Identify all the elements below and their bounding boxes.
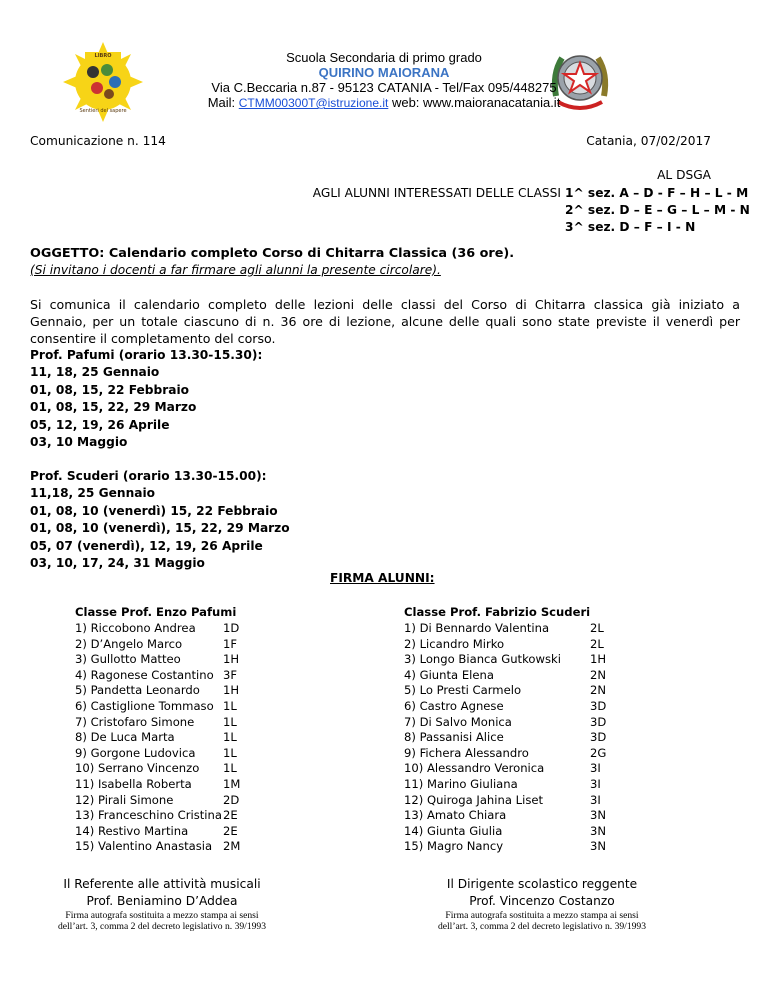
student-class: 1D [223, 621, 240, 635]
student-name: 1) Riccobono Andrea [75, 621, 196, 635]
student-class: 3N [590, 808, 607, 823]
student-name: 2) Licandro Mirko [404, 636, 505, 651]
schedule-date-line: 05, 07 (venerdì), 12, 19, 26 Aprile [30, 538, 263, 553]
student-class: 2E [223, 808, 238, 823]
student-name: 14) Restivo Martina [75, 823, 189, 838]
student-class: 3D [590, 714, 607, 729]
email-link[interactable]: CTMM00300T@istruzione.it [238, 96, 389, 110]
student-class: 2N [590, 683, 607, 698]
schedule-pafumi-heading: Prof. Pafumi (orario 13.30-15.30): [30, 348, 263, 362]
schedule-date-line: 01, 08, 15, 22, 29 Marzo [30, 400, 197, 414]
student-name: 10) Serrano Vincenzo [75, 761, 200, 776]
student-name: 8) De Luca Marta [75, 730, 175, 745]
student-class: 3D [590, 730, 607, 745]
schedule-date-line: 01, 08, 10 (venerdì) 15, 22 Febbraio [30, 503, 278, 518]
student-class: 1H [223, 683, 240, 698]
student-name: 10) Alessandro Veronica [404, 761, 545, 776]
student-class: 2G [590, 745, 607, 760]
student-class: 2E [223, 823, 238, 838]
recipient-class-3: 3^ sez. D – F – I - N [565, 220, 696, 234]
student-class: 1L [223, 714, 237, 729]
schedule-date-line: 01, 08, 10 (venerdì), 15, 22, 29 Marzo [30, 521, 290, 535]
recipient-dsga: AL DSGA [657, 168, 711, 182]
footer-right-name: Prof. Vincenzo Costanzo [469, 894, 615, 908]
logo-bottom-text: Sentieri del sapere [79, 108, 127, 114]
student-name: 7) Di Salvo Monica [404, 714, 512, 729]
student-name: 15) Magro Nancy [404, 839, 504, 854]
student-name: 5) Pandetta Leonardo [75, 683, 200, 698]
student-name: 12) Quiroga Jahina Liset [404, 792, 544, 807]
footer-left-note-1: Firma autografa sostituita a mezzo stampa ai sensi [65, 910, 259, 921]
student-class: 2M [223, 839, 241, 854]
student-name: 9) Gorgone Ludovica [75, 745, 196, 760]
school-contacts [0, 95, 768, 111]
body-line-1: Si comunica il calendario completo delle lezioni delle classi del Corso di Chitarra classica già iniziato a [30, 297, 740, 312]
schedule-date-line: 05, 12, 19, 26 Aprile [30, 417, 170, 432]
student-name: 15) Valentino Anastasia [75, 839, 213, 854]
student-name: 5) Lo Presti Carmelo [404, 683, 522, 698]
student-class: 3N [590, 839, 607, 854]
footer-right-note-1: Firma autografa sostituita a mezzo stampa ai sensi [445, 910, 639, 921]
class-pafumi-heading: Classe Prof. Enzo Pafumi [75, 605, 237, 619]
student-class: 2L [590, 636, 604, 651]
schedule-scuderi-heading: Prof. Scuderi (orario 13.30-15.00): [30, 469, 267, 483]
footer-left-note-2: dell’art. 3, comma 2 del decreto legislativo n. 39/1993 [57, 921, 267, 932]
student-name: 13) Franceschino Cristina [75, 808, 222, 823]
student-name: 12) Pirali Simone [75, 792, 174, 807]
student-name: 1) Di Bennardo Valentina [404, 621, 550, 635]
student-class: 1F [223, 636, 238, 651]
student-class: 3N [590, 823, 607, 838]
schedule-date-line: 03, 10 Maggio [30, 435, 128, 449]
footer-right-role: Il Dirigente scolastico reggente [446, 877, 638, 891]
student-name: 11) Isabella Roberta [75, 777, 192, 791]
student-class: 1M [223, 777, 241, 791]
student-name: 3) Gullotto Matteo [75, 652, 181, 667]
place-date: Catania, 07/02/2017 [586, 134, 711, 148]
school-name: QUIRINO MAIORANA [318, 65, 450, 80]
subject-title: OGGETTO: Calendario completo Corso di Chitarra Classica (36 ore). [30, 246, 515, 261]
mail-label: Mail: [207, 95, 236, 110]
footer-left-role: Il Referente alle attività musicali [63, 877, 261, 891]
student-class: 1L [223, 761, 237, 776]
schedule-date-line: 11, 18, 25 Gennaio [30, 365, 160, 379]
student-class: 2N [590, 667, 607, 682]
student-class: 3F [223, 667, 238, 682]
student-class: 3D [590, 699, 607, 713]
student-name: 4) Giunta Elena [404, 667, 494, 682]
body-line-2: Gennaio, per un totale ciascuno di n. 36 ore di lezione, alcune delle quali sono state previste il venerdì per [30, 314, 740, 329]
class-scuderi-heading: Classe Prof. Fabrizio Scuderi [404, 605, 591, 619]
student-class: 3I [590, 777, 601, 791]
student-class: 1H [590, 652, 607, 667]
student-class: 1L [223, 745, 237, 760]
student-class: 1L [223, 699, 237, 713]
student-name: 13) Amato Chiara [404, 808, 507, 823]
student-class: 2L [590, 621, 604, 635]
schedule-date-line: 01, 08, 15, 22 Febbraio [30, 382, 190, 397]
schedule-date-line: 11,18, 25 Gennaio [30, 486, 156, 500]
student-name: 2) D’Angelo Marco [75, 636, 183, 651]
student-name: 11) Marino Giuliana [404, 777, 518, 791]
footer-left-name: Prof. Beniamino D’Addea [86, 894, 238, 908]
student-class: 1H [223, 652, 240, 667]
communication-number: Comunicazione n. 114 [30, 134, 166, 148]
school-address: Via C.Beccaria n.87 - 95123 CATANIA - Tel/Fax 095/448275 [211, 80, 557, 95]
student-name: 6) Castro Agnese [404, 699, 504, 713]
footer-right-note-2: dell’art. 3, comma 2 del decreto legislativo n. 39/1993 [437, 921, 647, 932]
school-type: Scuola Secondaria di primo grado [286, 50, 482, 65]
body-line-3: consentire il completamento del corso. [30, 331, 276, 346]
student-class: 3I [590, 761, 601, 776]
student-class: 1L [223, 730, 237, 745]
student-class: 3I [590, 792, 601, 807]
website: web: www.maioranacatania.it [391, 95, 561, 110]
recipient-students-label: AGLI ALUNNI INTERESSATI DELLE CLASSI [312, 186, 561, 200]
signatures-heading: FIRMA ALUNNI: [330, 571, 435, 585]
recipient-class-1: 1^ sez. A – D - F – H – L - M [565, 186, 749, 200]
student-name: 8) Passanisi Alice [404, 730, 504, 745]
logo-top-text: LIBRO [94, 53, 112, 59]
student-name: 14) Giunta Giulia [404, 823, 503, 838]
recipient-class-2: 2^ sez. D – E – G – L – M - N [565, 203, 750, 217]
student-name: 3) Longo Bianca Gutkowski [404, 652, 561, 667]
schedule-date-line: 03, 10, 17, 24, 31 Maggio [30, 556, 205, 570]
student-name: 9) Fichera Alessandro [404, 745, 529, 760]
student-name: 7) Cristofaro Simone [75, 714, 195, 729]
student-name: 6) Castiglione Tommaso [75, 699, 214, 713]
subject-note: (Si invitano i docenti a far firmare agli alunni la presente circolare). [30, 263, 441, 277]
student-name: 4) Ragonese Costantino [75, 667, 214, 682]
student-class: 2D [223, 792, 240, 807]
